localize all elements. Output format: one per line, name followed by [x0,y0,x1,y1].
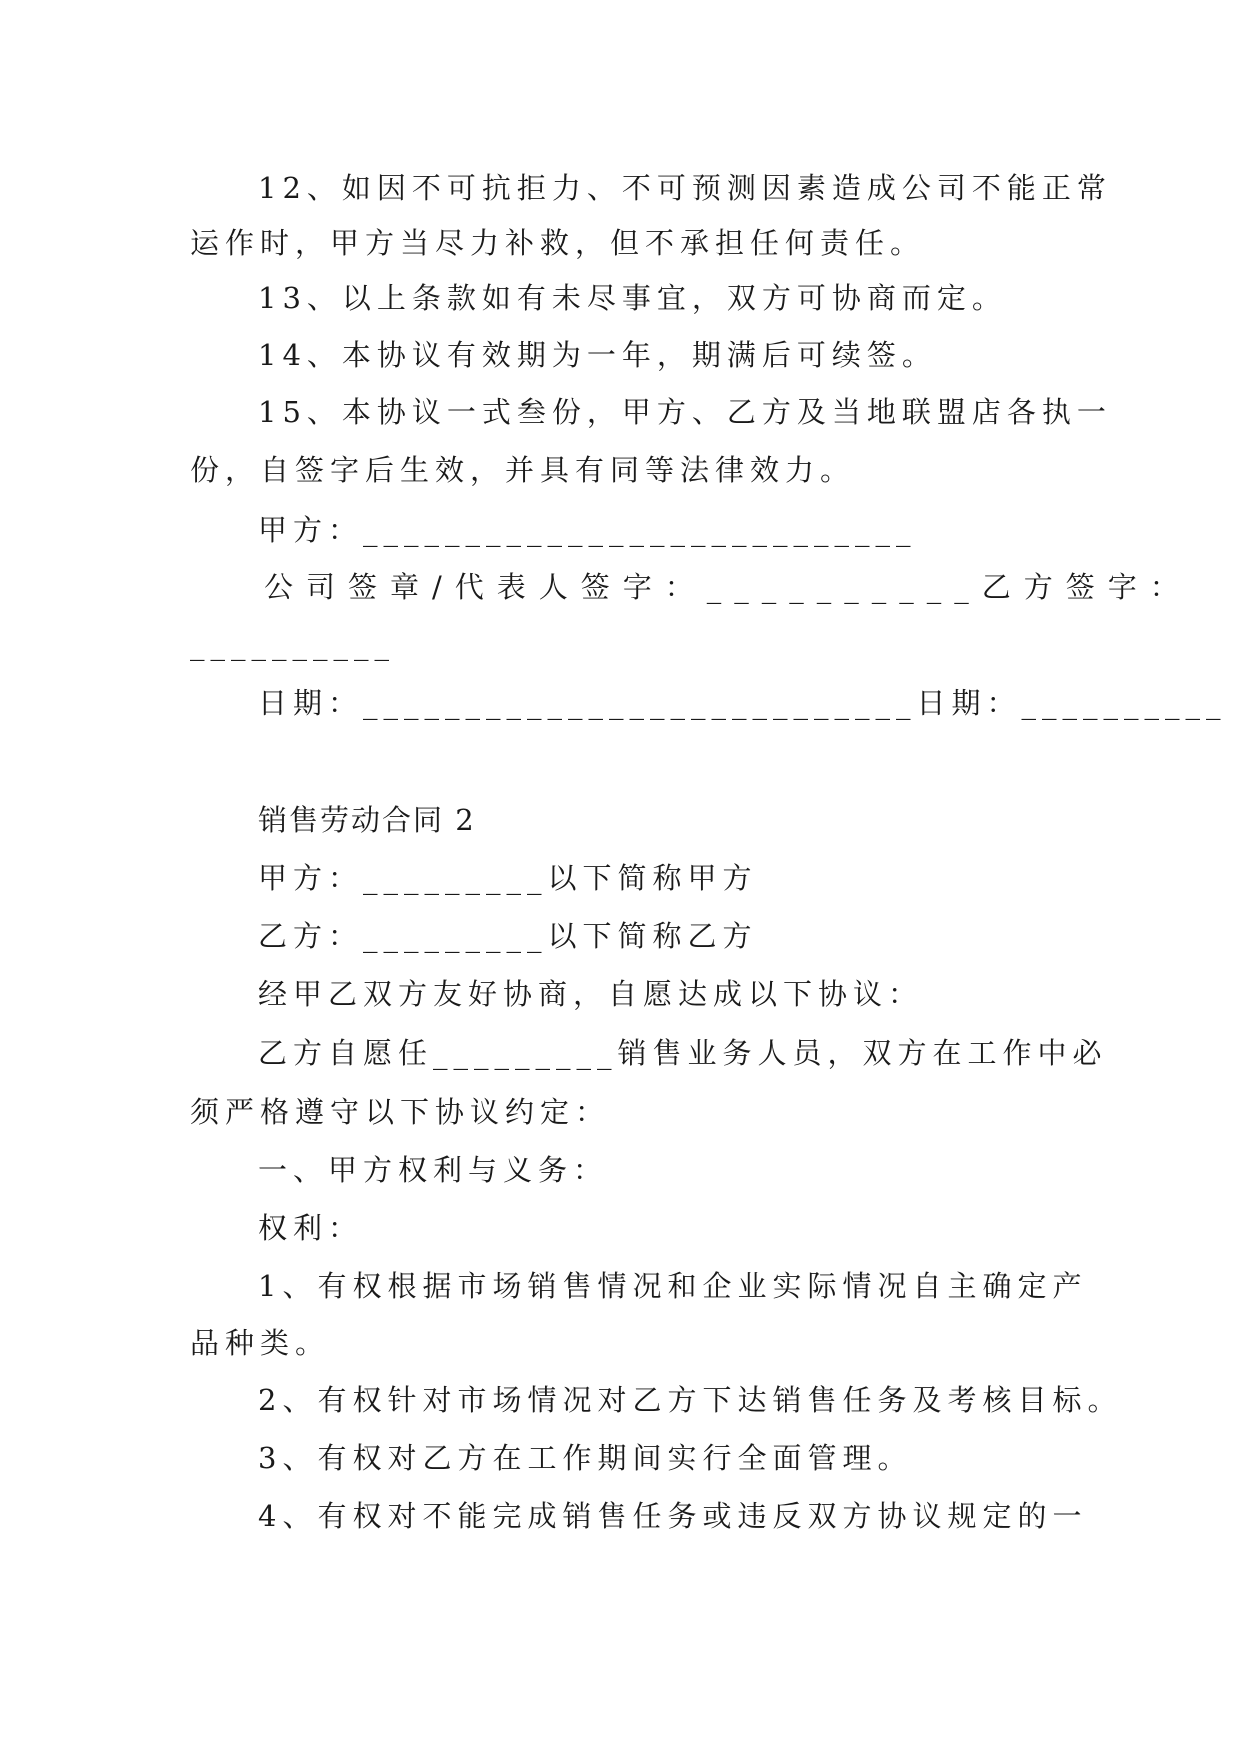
clause-13: 13、以上条款如有未尽事宜，双方可协商而定。 [258,281,1007,315]
section-heading-party-a-rights-duties: 一、甲方权利与义务： [258,1153,609,1187]
right-4-line-1: 4、有权对不能完成销售任务或违反双方协议规定的一 [258,1499,1088,1533]
party-b-signature-blank: __________ [190,627,395,661]
role-line-1: 乙方自愿任_________销售业务人员，双方在工作中必 [258,1036,1108,1070]
contract-2-party-b: 乙方：_________以下简称乙方 [258,919,758,953]
contract-2-title: 销售劳动合同 2 [258,803,476,837]
party-a-signature-line: 甲方：___________________________ [258,513,917,547]
company-seal-signature-line: 公司签章/代表人签字：__________乙方签字： [264,570,1192,604]
clause-12-line-1: 12、如因不可抗拒力、不可预测因素造成公司不能正常 [258,171,1112,205]
contract-2-intro: 经甲乙双方友好协商，自愿达成以下协议： [258,977,924,1011]
clause-12-line-2: 运作时，甲方当尽力补救，但不承担任何责任。 [190,226,926,260]
right-3: 3、有权对乙方在工作期间实行全面管理。 [258,1441,913,1475]
contract-2-party-a: 甲方：_________以下简称甲方 [258,861,758,895]
rights-heading: 权利： [258,1211,364,1245]
date-line: 日期：___________________________日期：__________ [258,686,1227,720]
role-line-2: 须严格遵守以下协议约定： [190,1095,611,1129]
right-1-line-2: 品种类。 [190,1326,331,1360]
clause-15-line-2: 份，自签字后生效，并具有同等法律效力。 [190,453,856,487]
clause-15-line-1: 15、本协议一式叁份，甲方、乙方及当地联盟店各执一 [258,395,1112,429]
right-1-line-1: 1、有权根据市场销售情况和企业实际情况自主确定产 [258,1269,1088,1303]
clause-14: 14、本协议有效期为一年，期满后可续签。 [258,338,937,372]
right-2: 2、有权针对市场情况对乙方下达销售任务及考核目标。 [258,1383,1123,1417]
